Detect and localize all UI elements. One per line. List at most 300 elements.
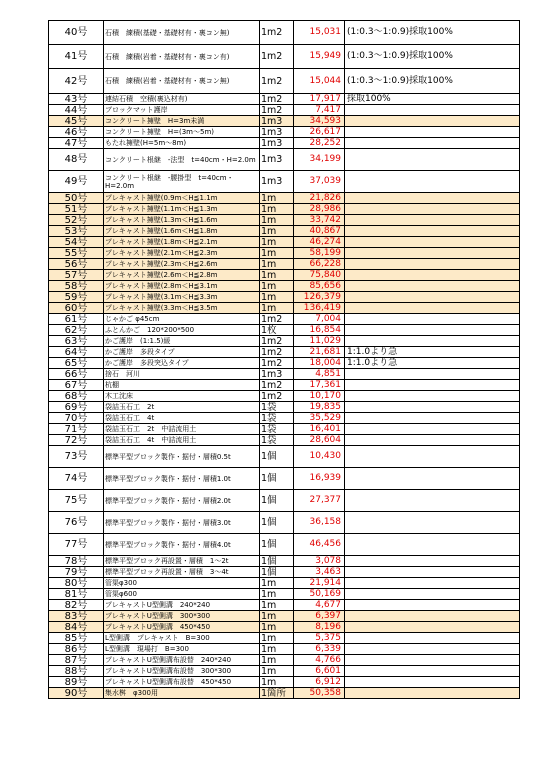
unit-cell: 1袋 bbox=[260, 413, 294, 424]
note-cell bbox=[345, 402, 520, 413]
unit-price-cell: 21,681 bbox=[294, 347, 345, 358]
item-name-cell: かご護岸 (1:1.5)緩 bbox=[104, 336, 260, 347]
note-cell bbox=[345, 303, 520, 314]
note-cell bbox=[345, 424, 520, 435]
item-number-cell: 81号 bbox=[49, 589, 104, 600]
price-table-sheet bbox=[48, 20, 520, 699]
item-number-cell: 51号 bbox=[49, 204, 104, 215]
table-body bbox=[49, 21, 520, 699]
item-name-cell: プレキャスト擁壁(1.8m＜H≦2.1m bbox=[104, 237, 260, 248]
note-cell bbox=[345, 237, 520, 248]
unit-cell: 1袋 bbox=[260, 424, 294, 435]
unit-cell: 1個 bbox=[260, 556, 294, 567]
note-cell bbox=[345, 193, 520, 204]
item-number-cell: 88号 bbox=[49, 666, 104, 677]
table-row bbox=[49, 600, 520, 611]
table-row bbox=[49, 589, 520, 600]
unit-price-cell: 17,917 bbox=[294, 94, 345, 105]
note-cell bbox=[345, 336, 520, 347]
item-number-cell: 62号 bbox=[49, 325, 104, 336]
table-row bbox=[49, 644, 520, 655]
unit-cell: 1m2 bbox=[260, 358, 294, 369]
item-number-cell: 44号 bbox=[49, 105, 104, 116]
unit-cell: 1m bbox=[260, 248, 294, 259]
item-name-cell: 袋詰玉石工 2t bbox=[104, 402, 260, 413]
unit-price-cell: 4,851 bbox=[294, 369, 345, 380]
table-row bbox=[49, 369, 520, 380]
unit-price-cell: 126,379 bbox=[294, 292, 345, 303]
table-row bbox=[49, 226, 520, 237]
unit-cell: 1m bbox=[260, 589, 294, 600]
item-name-cell: かご護岸 多段突込タイプ bbox=[104, 358, 260, 369]
table-row bbox=[49, 446, 520, 468]
table-row bbox=[49, 336, 520, 347]
note-cell bbox=[345, 534, 520, 556]
unit-price-cell: 35,529 bbox=[294, 413, 345, 424]
unit-cell: 1個 bbox=[260, 446, 294, 468]
item-name-cell: 標準平型ブロック製作・据付・層積3.0t bbox=[104, 512, 260, 534]
item-name-cell: プレキャスト擁壁(2.6m＜H≦2.8m bbox=[104, 270, 260, 281]
unit-price-cell: 28,604 bbox=[294, 435, 345, 446]
unit-price-cell: 16,939 bbox=[294, 468, 345, 490]
unit-cell: 1m bbox=[260, 215, 294, 226]
table-row bbox=[49, 215, 520, 226]
item-number-cell: 66号 bbox=[49, 369, 104, 380]
item-number-cell: 85号 bbox=[49, 633, 104, 644]
table-row bbox=[49, 171, 520, 193]
unit-cell: 1m2 bbox=[260, 94, 294, 105]
unit-cell: 1m bbox=[260, 270, 294, 281]
unit-cell: 1m bbox=[260, 237, 294, 248]
item-name-cell: 袋詰玉石工 2t 中詰流用土 bbox=[104, 424, 260, 435]
item-name-cell: かご護岸 多段タイプ bbox=[104, 347, 260, 358]
note-cell bbox=[345, 248, 520, 259]
item-name-cell: 杭棚 bbox=[104, 380, 260, 391]
note-cell bbox=[345, 226, 520, 237]
unit-price-cell: 21,914 bbox=[294, 578, 345, 589]
item-name-cell: 標準平型ブロック製作・据付・層積1.0t bbox=[104, 468, 260, 490]
unit-cell: 1m2 bbox=[260, 391, 294, 402]
unit-price-cell: 75,840 bbox=[294, 270, 345, 281]
note-cell bbox=[345, 435, 520, 446]
unit-price-cell: 7,417 bbox=[294, 105, 345, 116]
unit-cell: 1個 bbox=[260, 534, 294, 556]
table-row bbox=[49, 237, 520, 248]
item-number-cell: 60号 bbox=[49, 303, 104, 314]
table-row bbox=[49, 204, 520, 215]
note-cell bbox=[345, 567, 520, 578]
note-cell bbox=[345, 391, 520, 402]
unit-price-cell: 10,170 bbox=[294, 391, 345, 402]
unit-price-cell: 6,912 bbox=[294, 677, 345, 688]
item-name-cell: コンクリート擁壁 H=3m未満 bbox=[104, 116, 260, 127]
item-number-cell: 78号 bbox=[49, 556, 104, 567]
note-cell bbox=[345, 600, 520, 611]
table-row bbox=[49, 435, 520, 446]
table-row bbox=[49, 688, 520, 699]
note-cell bbox=[345, 259, 520, 270]
table-row bbox=[49, 413, 520, 424]
item-name-cell: 集水桝 φ300用 bbox=[104, 688, 260, 699]
unit-price-cell: 7,004 bbox=[294, 314, 345, 325]
note-cell bbox=[345, 270, 520, 281]
item-number-cell: 77号 bbox=[49, 534, 104, 556]
table-row bbox=[49, 325, 520, 336]
item-name-cell: 管渠φ600 bbox=[104, 589, 260, 600]
unit-cell: 1m3 bbox=[260, 116, 294, 127]
item-number-cell: 49号 bbox=[49, 171, 104, 193]
item-number-cell: 50号 bbox=[49, 193, 104, 204]
table-row bbox=[49, 21, 520, 45]
item-name-cell: プレキャスト擁壁(2.1m＜H≦2.3m bbox=[104, 248, 260, 259]
note-cell: 1:1.0より急 bbox=[345, 347, 520, 358]
item-name-cell: 連結石積 空積(裏込材有) bbox=[104, 94, 260, 105]
item-number-cell: 76号 bbox=[49, 512, 104, 534]
item-number-cell: 55号 bbox=[49, 248, 104, 259]
table-row bbox=[49, 149, 520, 171]
unit-price-cell: 15,031 bbox=[294, 21, 345, 45]
table-row bbox=[49, 45, 520, 69]
item-number-cell: 59号 bbox=[49, 292, 104, 303]
item-number-cell: 64号 bbox=[49, 347, 104, 358]
item-number-cell: 75号 bbox=[49, 490, 104, 512]
item-name-cell: ブロックマット護岸 bbox=[104, 105, 260, 116]
unit-price-cell: 136,419 bbox=[294, 303, 345, 314]
unit-price-cell: 5,375 bbox=[294, 633, 345, 644]
unit-price-cell: 58,199 bbox=[294, 248, 345, 259]
unit-cell: 1枚 bbox=[260, 325, 294, 336]
item-number-cell: 73号 bbox=[49, 446, 104, 468]
item-name-cell: L型側溝 現場打 B=300 bbox=[104, 644, 260, 655]
note-cell bbox=[345, 468, 520, 490]
unit-price-table bbox=[48, 20, 520, 699]
item-number-cell: 52号 bbox=[49, 215, 104, 226]
note-cell bbox=[345, 215, 520, 226]
note-cell bbox=[345, 380, 520, 391]
table-row bbox=[49, 512, 520, 534]
unit-cell: 1m2 bbox=[260, 105, 294, 116]
item-name-cell: 標準平型ブロック製作・据付・層積0.5t bbox=[104, 446, 260, 468]
table-row bbox=[49, 303, 520, 314]
unit-price-cell: 6,601 bbox=[294, 666, 345, 677]
unit-cell: 1個 bbox=[260, 468, 294, 490]
unit-cell: 1m2 bbox=[260, 21, 294, 45]
item-name-cell: 袋詰玉石工 4t 中詰流用土 bbox=[104, 435, 260, 446]
item-name-cell: 石積 練積(岩着・基礎材有・裏コン無) bbox=[104, 69, 260, 94]
item-name-cell: プレキャストU型側溝 240*240 bbox=[104, 600, 260, 611]
unit-cell: 1m bbox=[260, 655, 294, 666]
unit-cell: 1m bbox=[260, 633, 294, 644]
item-number-cell: 56号 bbox=[49, 259, 104, 270]
table-row bbox=[49, 270, 520, 281]
item-name-cell: 標準平型ブロック製作・据付・層積4.0t bbox=[104, 534, 260, 556]
table-row bbox=[49, 193, 520, 204]
unit-cell: 1袋 bbox=[260, 435, 294, 446]
item-name-cell: 石積 練積(基礎・基礎材有・裏コン無) bbox=[104, 21, 260, 45]
item-name-cell: プレキャストU型側溝 450*450 bbox=[104, 622, 260, 633]
unit-cell: 1m bbox=[260, 292, 294, 303]
unit-cell: 1m bbox=[260, 622, 294, 633]
item-name-cell: もたれ擁壁(H=5m～8m) bbox=[104, 138, 260, 149]
note-cell bbox=[345, 490, 520, 512]
unit-cell: 1m bbox=[260, 281, 294, 292]
note-cell bbox=[345, 127, 520, 138]
unit-price-cell: 50,169 bbox=[294, 589, 345, 600]
unit-price-cell: 10,430 bbox=[294, 446, 345, 468]
note-cell bbox=[345, 116, 520, 127]
item-number-cell: 72号 bbox=[49, 435, 104, 446]
unit-price-cell: 33,742 bbox=[294, 215, 345, 226]
table-row bbox=[49, 69, 520, 94]
item-name-cell: 標準平型ブロック再設置・層積 1～2t bbox=[104, 556, 260, 567]
unit-price-cell: 21,826 bbox=[294, 193, 345, 204]
item-name-cell: 標準平型ブロック製作・据付・層積2.0t bbox=[104, 490, 260, 512]
item-number-cell: 80号 bbox=[49, 578, 104, 589]
table-row bbox=[49, 127, 520, 138]
item-name-cell: プレキャスト擁壁(1.6m＜H≦1.8m bbox=[104, 226, 260, 237]
unit-price-cell: 3,078 bbox=[294, 556, 345, 567]
unit-price-cell: 8,196 bbox=[294, 622, 345, 633]
note-cell bbox=[345, 611, 520, 622]
item-name-cell: プレキャストU型側溝 300*300 bbox=[104, 611, 260, 622]
item-number-cell: 42号 bbox=[49, 69, 104, 94]
table-row bbox=[49, 259, 520, 270]
unit-cell: 1m bbox=[260, 677, 294, 688]
unit-price-cell: 15,949 bbox=[294, 45, 345, 69]
table-row bbox=[49, 611, 520, 622]
unit-price-cell: 19,835 bbox=[294, 402, 345, 413]
item-name-cell: コンクリート根継 -腰掛型 t=40cm・H=2.0m bbox=[104, 171, 260, 193]
unit-price-cell: 46,274 bbox=[294, 237, 345, 248]
item-name-cell: じゃかご φ45cm bbox=[104, 314, 260, 325]
item-number-cell: 71号 bbox=[49, 424, 104, 435]
unit-price-cell: 36,158 bbox=[294, 512, 345, 534]
unit-price-cell: 16,401 bbox=[294, 424, 345, 435]
unit-cell: 1m2 bbox=[260, 336, 294, 347]
table-row bbox=[49, 490, 520, 512]
unit-cell: 1m bbox=[260, 204, 294, 215]
item-name-cell: 標準平型ブロック再設置・層積 3～4t bbox=[104, 567, 260, 578]
table-row bbox=[49, 534, 520, 556]
table-row bbox=[49, 116, 520, 127]
unit-cell: 1m bbox=[260, 193, 294, 204]
table-row bbox=[49, 666, 520, 677]
note-cell bbox=[345, 666, 520, 677]
item-number-cell: 45号 bbox=[49, 116, 104, 127]
note-cell bbox=[345, 644, 520, 655]
item-name-cell: プレキャスト擁壁(0.9m＜H≦1.1m bbox=[104, 193, 260, 204]
note-cell: 1:1.0より急 bbox=[345, 358, 520, 369]
unit-cell: 1m bbox=[260, 611, 294, 622]
table-row bbox=[49, 138, 520, 149]
table-row bbox=[49, 556, 520, 567]
note-cell bbox=[345, 149, 520, 171]
unit-price-cell: 34,199 bbox=[294, 149, 345, 171]
unit-cell: 1m2 bbox=[260, 347, 294, 358]
unit-price-cell: 28,252 bbox=[294, 138, 345, 149]
unit-price-cell: 11,029 bbox=[294, 336, 345, 347]
unit-cell: 1m2 bbox=[260, 380, 294, 391]
note-cell bbox=[345, 578, 520, 589]
unit-price-cell: 4,677 bbox=[294, 600, 345, 611]
item-number-cell: 53号 bbox=[49, 226, 104, 237]
item-name-cell: プレキャストU型側溝布設替 240*240 bbox=[104, 655, 260, 666]
table-row bbox=[49, 105, 520, 116]
table-row bbox=[49, 677, 520, 688]
item-name-cell: プレキャストU型側溝布設替 450*450 bbox=[104, 677, 260, 688]
unit-price-cell: 4,766 bbox=[294, 655, 345, 666]
unit-price-cell: 37,039 bbox=[294, 171, 345, 193]
table-row bbox=[49, 94, 520, 105]
unit-cell: 1m bbox=[260, 666, 294, 677]
item-number-cell: 43号 bbox=[49, 94, 104, 105]
unit-price-cell: 34,593 bbox=[294, 116, 345, 127]
item-number-cell: 67号 bbox=[49, 380, 104, 391]
item-name-cell: コンクリート根継 -法型 t=40cm・H=2.0m bbox=[104, 149, 260, 171]
item-name-cell: プレキャスト擁壁(3.1m＜H≦3.3m bbox=[104, 292, 260, 303]
note-cell bbox=[345, 281, 520, 292]
table-row bbox=[49, 281, 520, 292]
unit-price-cell: 6,339 bbox=[294, 644, 345, 655]
unit-cell: 1m3 bbox=[260, 171, 294, 193]
table-row bbox=[49, 622, 520, 633]
unit-cell: 1m2 bbox=[260, 69, 294, 94]
note-cell bbox=[345, 556, 520, 567]
unit-price-cell: 17,361 bbox=[294, 380, 345, 391]
table-row bbox=[49, 567, 520, 578]
item-number-cell: 54号 bbox=[49, 237, 104, 248]
item-number-cell: 40号 bbox=[49, 21, 104, 45]
unit-cell: 1m3 bbox=[260, 369, 294, 380]
table-row bbox=[49, 248, 520, 259]
unit-cell: 1m2 bbox=[260, 314, 294, 325]
unit-cell: 1m3 bbox=[260, 149, 294, 171]
unit-cell: 1個 bbox=[260, 490, 294, 512]
table-row bbox=[49, 380, 520, 391]
unit-cell: 1m bbox=[260, 578, 294, 589]
table-row bbox=[49, 655, 520, 666]
note-cell bbox=[345, 369, 520, 380]
item-number-cell: 57号 bbox=[49, 270, 104, 281]
unit-cell: 1個 bbox=[260, 567, 294, 578]
unit-price-cell: 66,228 bbox=[294, 259, 345, 270]
item-name-cell: 捨石 河川 bbox=[104, 369, 260, 380]
unit-price-cell: 40,867 bbox=[294, 226, 345, 237]
unit-cell: 1箇所 bbox=[260, 688, 294, 699]
table-row bbox=[49, 578, 520, 589]
note-cell: (1:0.3～1:0.9)採取100% bbox=[345, 45, 520, 69]
item-number-cell: 83号 bbox=[49, 611, 104, 622]
note-cell: (1:0.3～1:0.9)採取100% bbox=[345, 21, 520, 45]
item-number-cell: 63号 bbox=[49, 336, 104, 347]
unit-price-cell: 3,463 bbox=[294, 567, 345, 578]
note-cell: (1:0.3～1:0.9)採取100% bbox=[345, 69, 520, 94]
note-cell bbox=[345, 325, 520, 336]
unit-price-cell: 28,986 bbox=[294, 204, 345, 215]
note-cell bbox=[345, 589, 520, 600]
item-name-cell: プレキャスト擁壁(2.8m＜H≦3.1m bbox=[104, 281, 260, 292]
table-row bbox=[49, 402, 520, 413]
unit-cell: 1m bbox=[260, 303, 294, 314]
item-name-cell: ふとんかご 120*200*500 bbox=[104, 325, 260, 336]
note-cell bbox=[345, 292, 520, 303]
item-number-cell: 82号 bbox=[49, 600, 104, 611]
note-cell bbox=[345, 688, 520, 699]
unit-price-cell: 50,358 bbox=[294, 688, 345, 699]
item-number-cell: 70号 bbox=[49, 413, 104, 424]
item-number-cell: 46号 bbox=[49, 127, 104, 138]
item-name-cell: 袋詰玉石工 4t bbox=[104, 413, 260, 424]
table-row bbox=[49, 314, 520, 325]
table-row bbox=[49, 468, 520, 490]
table-row bbox=[49, 292, 520, 303]
unit-cell: 1個 bbox=[260, 512, 294, 534]
item-number-cell: 69号 bbox=[49, 402, 104, 413]
table-row bbox=[49, 424, 520, 435]
table-row bbox=[49, 347, 520, 358]
unit-cell: 1m3 bbox=[260, 138, 294, 149]
item-number-cell: 87号 bbox=[49, 655, 104, 666]
item-number-cell: 41号 bbox=[49, 45, 104, 69]
note-cell bbox=[345, 677, 520, 688]
note-cell bbox=[345, 446, 520, 468]
note-cell bbox=[345, 105, 520, 116]
item-name-cell: 石積 練積(岩着・基礎材有・裏コン有) bbox=[104, 45, 260, 69]
note-cell bbox=[345, 204, 520, 215]
item-number-cell: 86号 bbox=[49, 644, 104, 655]
unit-cell: 1m bbox=[260, 259, 294, 270]
item-name-cell: プレキャスト擁壁(1.3m＜H≦1.6m bbox=[104, 215, 260, 226]
unit-cell: 1m3 bbox=[260, 127, 294, 138]
note-cell bbox=[345, 413, 520, 424]
unit-price-cell: 27,377 bbox=[294, 490, 345, 512]
item-name-cell: 管渠φ300 bbox=[104, 578, 260, 589]
unit-price-cell: 15,044 bbox=[294, 69, 345, 94]
item-name-cell: プレキャスト擁壁(1.1m＜H≦1.3m bbox=[104, 204, 260, 215]
note-cell bbox=[345, 512, 520, 534]
item-number-cell: 58号 bbox=[49, 281, 104, 292]
item-name-cell: プレキャスト擁壁(3.3m＜H≦3.5m bbox=[104, 303, 260, 314]
note-cell: 採取100% bbox=[345, 94, 520, 105]
unit-price-cell: 6,397 bbox=[294, 611, 345, 622]
note-cell bbox=[345, 633, 520, 644]
item-name-cell: 木工沈床 bbox=[104, 391, 260, 402]
item-number-cell: 65号 bbox=[49, 358, 104, 369]
unit-price-cell: 46,456 bbox=[294, 534, 345, 556]
table-row bbox=[49, 358, 520, 369]
unit-cell: 1m bbox=[260, 600, 294, 611]
item-number-cell: 84号 bbox=[49, 622, 104, 633]
item-number-cell: 79号 bbox=[49, 567, 104, 578]
unit-price-cell: 26,617 bbox=[294, 127, 345, 138]
unit-cell: 1m bbox=[260, 226, 294, 237]
note-cell bbox=[345, 655, 520, 666]
unit-cell: 1m bbox=[260, 644, 294, 655]
unit-price-cell: 18,004 bbox=[294, 358, 345, 369]
item-number-cell: 48号 bbox=[49, 149, 104, 171]
note-cell bbox=[345, 622, 520, 633]
item-number-cell: 61号 bbox=[49, 314, 104, 325]
table-row bbox=[49, 391, 520, 402]
item-number-cell: 89号 bbox=[49, 677, 104, 688]
note-cell bbox=[345, 314, 520, 325]
unit-price-cell: 85,656 bbox=[294, 281, 345, 292]
table-row bbox=[49, 633, 520, 644]
item-number-cell: 47号 bbox=[49, 138, 104, 149]
item-number-cell: 74号 bbox=[49, 468, 104, 490]
item-number-cell: 68号 bbox=[49, 391, 104, 402]
unit-cell: 1m2 bbox=[260, 45, 294, 69]
